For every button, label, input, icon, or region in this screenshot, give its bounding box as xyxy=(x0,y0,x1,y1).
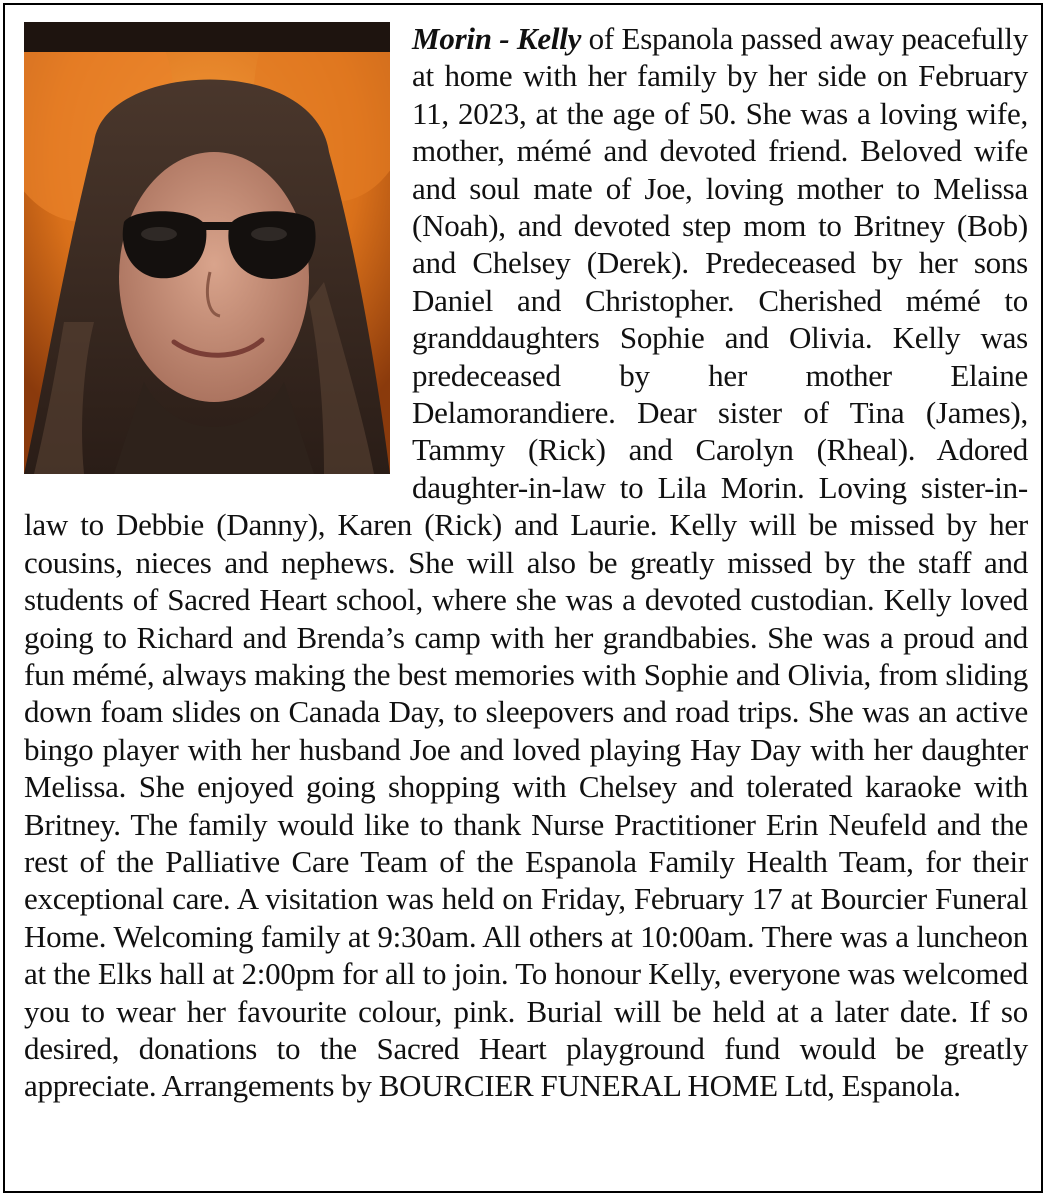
portrait-illustration xyxy=(24,22,390,474)
obituary-body-text: of Espanola passed away peacefully at home with her family by her side on February 11, 2023, at the age of 50. She was a loving wife, mother, mémé and devoted friend. Beloved wife and soul mate of Joe, loving mother to Melissa (Noah), and devoted step mom to Britney (Bob) and Chelsey (Derek). Predeceased by her sons Daniel and Christopher. Cherished mémé to granddaughters Sophie and Olivia. Kelly was predeceased by her mother Elaine Delamorandiere. Dear sister of Tina (James), Tammy (Rick) and Carolyn (Rheal). Adored daughter-in-law to Lila Morin. Loving sister-in-law to Debbie (Danny), Karen (Rick) and Laurie. Kelly will be missed by her cousins, nieces and nephews. She will also be greatly missed by the staff and students of Sacred Heart school, where she was a devoted custodian. Kelly loved going to Richard and Brenda’s camp with her grandbabies. She was a proud and fun mémé, always making the best memories with Sophie and Olivia, from sliding down foam slides on Canada Day, to sleepovers and road trips. She was an active bingo player with her husband Joe and loved playing Hay Day with her daughter Melissa. She enjoyed going shopping with Chelsey and tolerated karaoke with Britney. The family would like to thank Nurse Practitioner Erin Neufeld and the rest of the Palliative Care Team of the Espanola Family Health Team, for their exceptional care. A visitation was held on Friday, February 17 at Bourcier Funeral Home. Welcoming family at 9:30am. All others at 10:00am. There was a luncheon at the Elks hall at 2:00pm for all to join. To honour Kelly, everyone was welcomed you to wear her favourite colour, pink. Burial will be held at a later date. If so desired, donations to the Sacred Heart playground fund would be greatly appreciate. Arrangements by BOURCIER FUNERAL HOME Ltd, Espanola. xyxy=(24,21,1029,1104)
obituary-notice xyxy=(24,20,1028,1105)
portrait-photo xyxy=(24,22,390,474)
deceased-name: Morin - Kelly xyxy=(412,21,582,56)
